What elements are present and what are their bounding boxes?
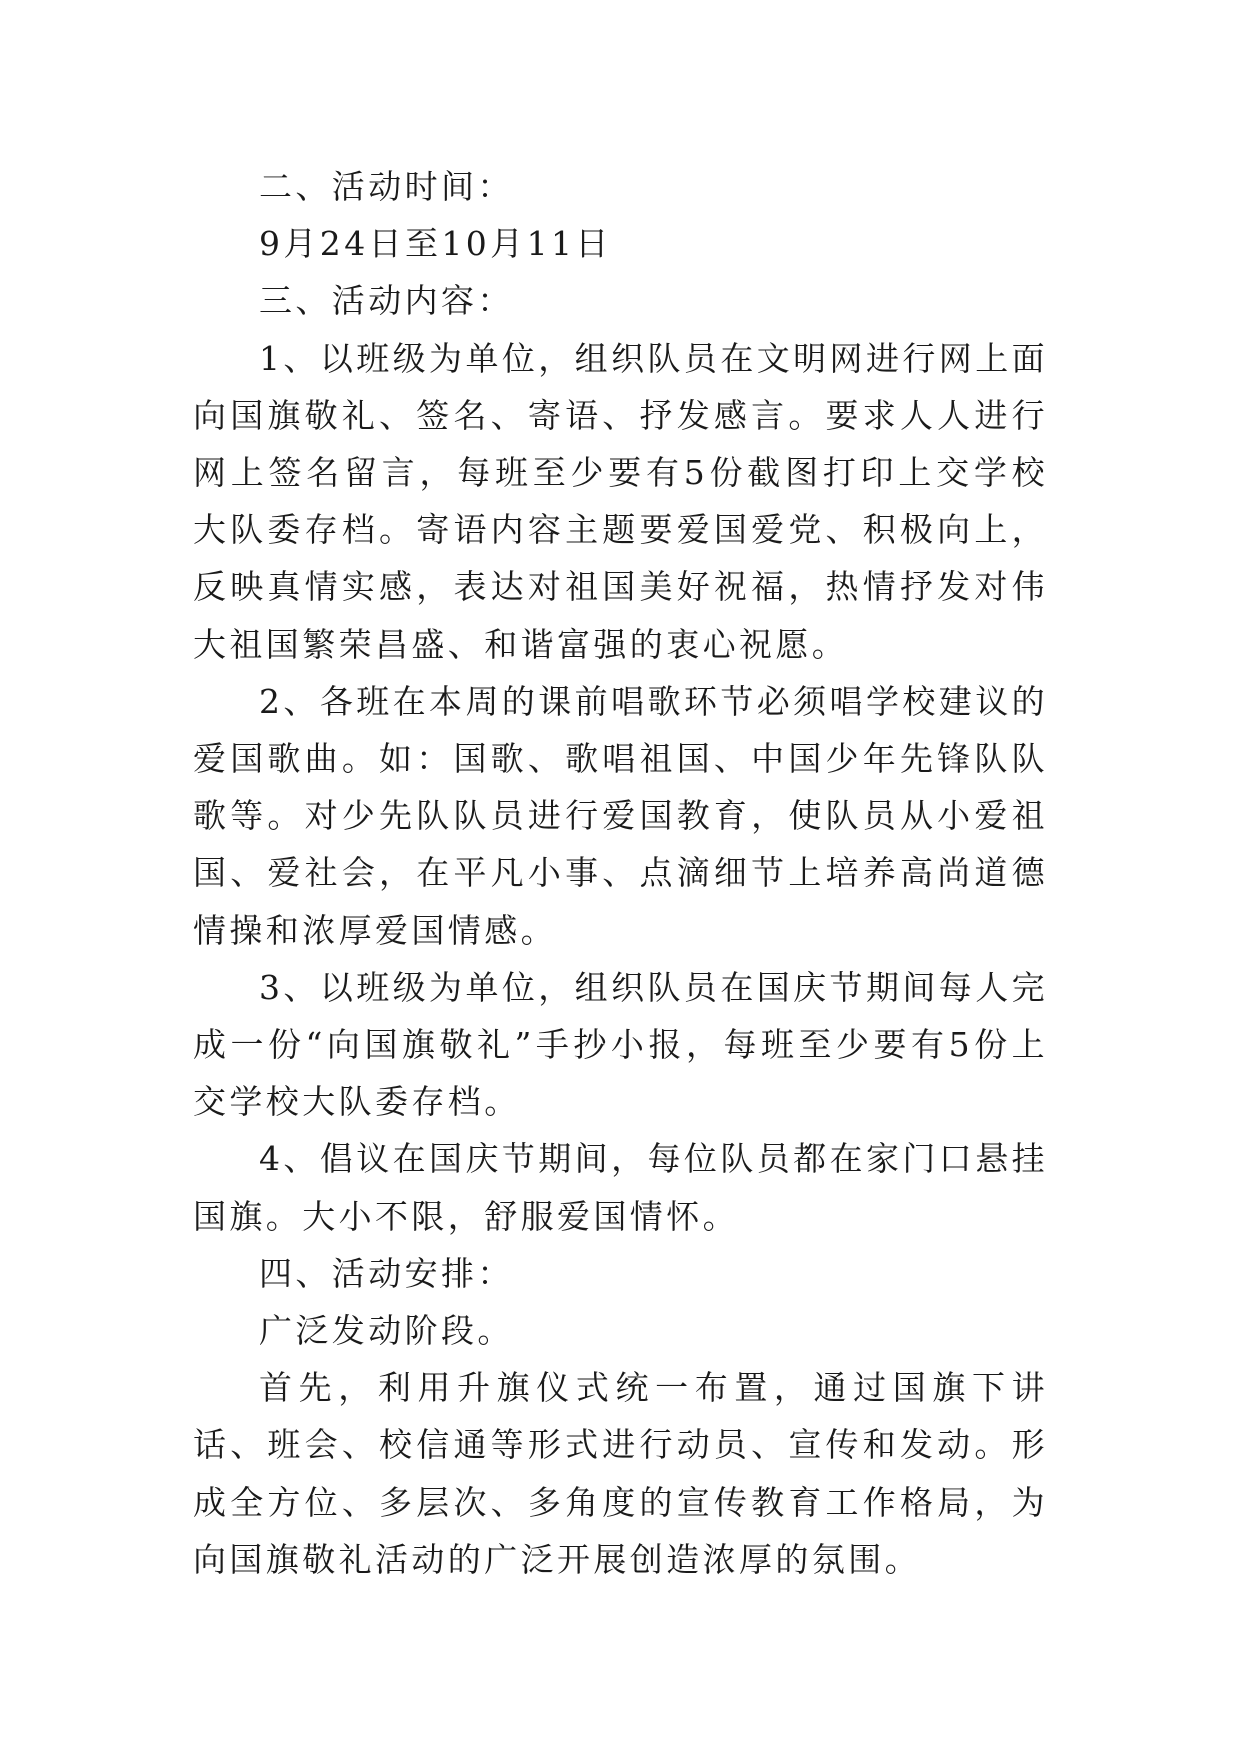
- heading-activity-content: 三、活动内容：: [259, 281, 514, 321]
- activity-date-range: 9月24日至10月11日: [259, 224, 612, 264]
- content-item-3: 3、以班级为单位，组织队员在国庆节期间每人完成一份“向国旗敬礼”手抄小报，每班至少要有5份上交学校大队委存档。: [193, 967, 1048, 1122]
- content-item-2: 2、各班在本周的课前唱歌环节必须唱学校建议的爱国歌曲。如：国歌、歌唱祖国、中国少年先锋队队歌等。对少先队队员进行爱国教育，使队员从小爱祖国、爱社会，在平凡小事、点滴细节上培养高尚道德情操和浓厚爱国情感。: [193, 681, 1048, 950]
- document-body: [193, 158, 1048, 1588]
- heading-activity-time: 二、活动时间：: [259, 167, 514, 206]
- content-item-1: 1、以班级为单位，组织队员在文明网进行网上面向国旗敬礼、签名、寄语、抒发感言。要求人人进行网上签名留言，每班至少要有5份截图打印上交学校大队委存档。寄语内容主题要爱国爱党、积极向上，反映真情实感，表达对祖国美好祝福，热情抒发对伟大祖国繁荣昌盛、和谐富强的衷心祝愿。: [193, 338, 1048, 664]
- content-item-4: 4、倡议在国庆节期间，每位队员都在家门口悬挂国旗。大小不限，舒服爱国情怀。: [193, 1139, 1048, 1236]
- heading-activity-arrangement: 四、活动安排：: [259, 1253, 514, 1293]
- phase-mobilization: 广泛发动阶段。: [259, 1311, 514, 1351]
- phase-mobilization-detail: 首先，利用升旗仪式统一布置，通过国旗下讲话、班会、校信通等形式进行动员、宣传和发动。形成全方位、多层次、多角度的宣传教育工作格局，为向国旗敬礼活动的广泛开展创造浓厚的氛围。: [193, 1368, 1048, 1579]
